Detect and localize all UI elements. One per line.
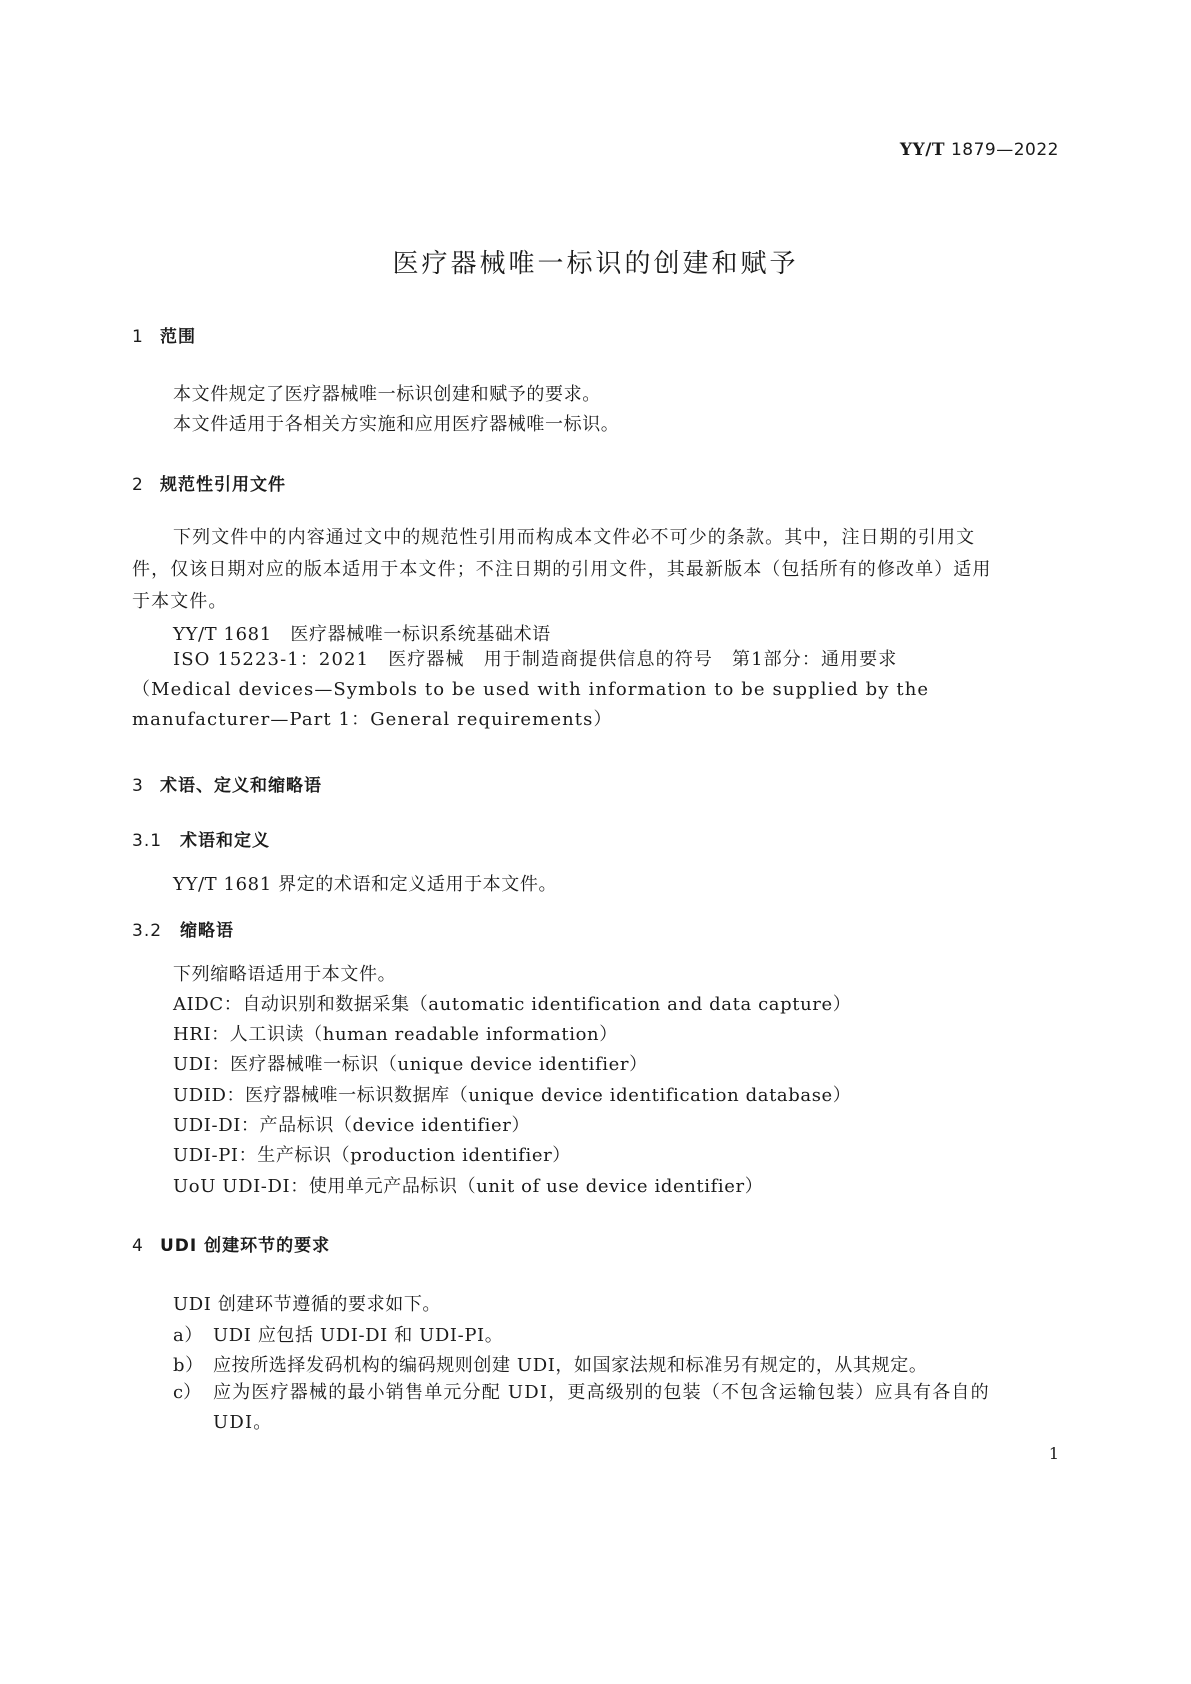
list-item-text: 应按所选择发码机构的编码规则创建 UDI，如国家法规和标准另有规定的，从其规定。 bbox=[213, 1355, 928, 1376]
list-item-label: b） bbox=[173, 1355, 204, 1376]
paragraph: 下列缩略语适用于本文件。 bbox=[173, 964, 397, 985]
section-number: 2 bbox=[132, 475, 144, 495]
subsection-number: 3.1 bbox=[132, 831, 163, 851]
paragraph: UDI 创建环节遵循的要求如下。 bbox=[173, 1294, 442, 1315]
abbreviation-item: UDI：医疗器械唯一标识（unique device identifier） bbox=[173, 1054, 648, 1075]
subsection-number: 3.2 bbox=[132, 921, 163, 941]
page-number: 1 bbox=[1048, 1444, 1059, 1463]
list-item-label: c） bbox=[173, 1382, 202, 1403]
abbreviation-item: UDI-PI：生产标识（production identifier） bbox=[173, 1145, 571, 1166]
abbreviation-item: HRI：人工识读（human readable information） bbox=[173, 1024, 618, 1045]
abbreviation-item: AIDC：自动识别和数据采集（automatic identification and data capture） bbox=[173, 994, 852, 1015]
list-item bbox=[173, 1378, 993, 1438]
paragraph: 本文件适用于各相关方实施和应用医疗器械唯一标识。 bbox=[173, 414, 620, 435]
normative-reference: YY/T 1681 医疗器械唯一标识系统基础术语 bbox=[173, 624, 551, 645]
list-item bbox=[173, 1321, 503, 1347]
standard-number: 1879—2022 bbox=[950, 140, 1059, 160]
section-title: 规范性引用文件 bbox=[160, 475, 286, 495]
section-number: 4 bbox=[132, 1236, 144, 1256]
subsection-title: 缩略语 bbox=[180, 921, 234, 941]
section-title: UDI 创建环节的要求 bbox=[160, 1236, 331, 1256]
paragraph: 下列文件中的内容通过文中的规范性引用而构成本文件必不可少的条款。其中，注日期的引用文件，仅该日期对应的版本适用于本文件；不注日期的引用文件，其最新版本（包括所有的修改单）适用于本文件。 bbox=[132, 527, 992, 612]
list-item-label: a） bbox=[173, 1325, 203, 1346]
subsection-3-2-heading bbox=[132, 916, 234, 941]
standard-prefix: YY/T bbox=[899, 140, 946, 160]
section-2-heading bbox=[132, 470, 286, 495]
section-3-heading bbox=[132, 771, 322, 796]
abbreviation-item: UoU UDI-DI：使用单元产品标识（unit of use device identifier） bbox=[173, 1176, 764, 1197]
section-number: 3 bbox=[132, 776, 144, 796]
subsection-title: 术语和定义 bbox=[180, 831, 270, 851]
standard-code bbox=[900, 140, 1059, 160]
list-item bbox=[173, 1351, 927, 1377]
document-title: 医疗器械唯一标识的创建和赋予 bbox=[392, 249, 799, 279]
abbreviation-item: UDID：医疗器械唯一标识数据库（unique device identification database） bbox=[173, 1085, 852, 1106]
section-title: 术语、定义和缩略语 bbox=[160, 776, 322, 796]
abbreviation-item: UDI-DI：产品标识（device identifier） bbox=[173, 1115, 531, 1136]
section-1-heading bbox=[132, 322, 196, 347]
section-4-heading bbox=[132, 1231, 330, 1256]
list-item-text: UDI 应包括 UDI-DI 和 UDI-PI。 bbox=[213, 1325, 504, 1346]
normative-reference: ISO 15223-1：2021 医疗器械 用于制造商提供信息的符号 第1部分：通用要求（Medical devices—Symbols to be used with information to be supplied by the manufacturer—Part 1：General requirements） bbox=[132, 649, 930, 730]
list-item-text: 应为医疗器械的最小销售单元分配 UDI，更高级别的包装（不包含运输包装）应具有各自的 UDI。 bbox=[213, 1382, 990, 1433]
section-title: 范围 bbox=[160, 327, 196, 347]
section-number: 1 bbox=[132, 327, 144, 347]
subsection-3-1-heading bbox=[132, 826, 270, 851]
paragraph: YY/T 1681 界定的术语和定义适用于本文件。 bbox=[173, 874, 558, 895]
paragraph: 本文件规定了医疗器械唯一标识创建和赋予的要求。 bbox=[173, 384, 601, 405]
